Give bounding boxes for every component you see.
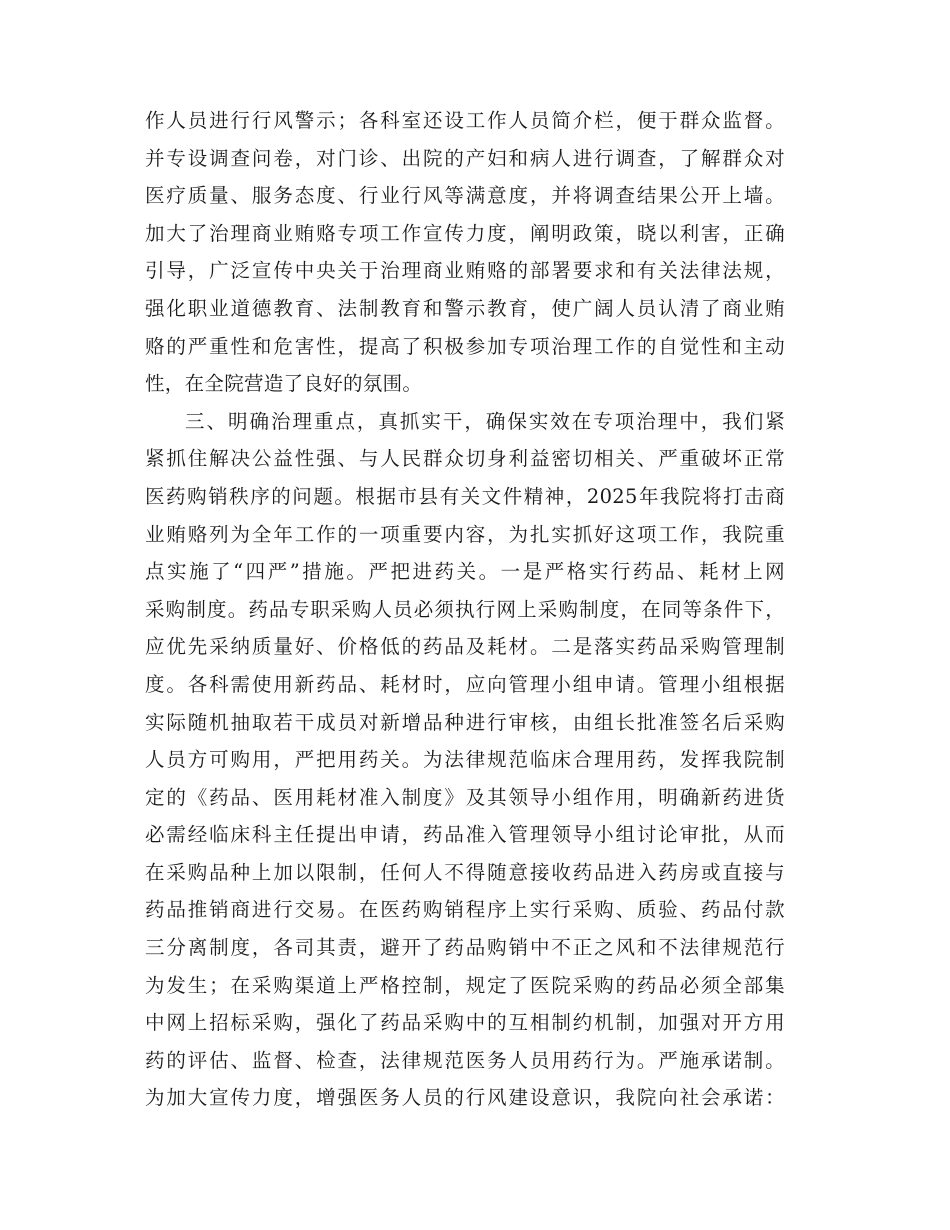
text-line: 在采购品种上加以限制，任何人不得随意接收药品进入药房或直接与 xyxy=(145,860,785,884)
text-line: 引导，广泛宣传中央关于治理商业贿赂的部署要求和有关法律法规， xyxy=(145,259,785,283)
text-line: 并专设调查问卷，对门诊、出院的产妇和病人进行调查，了解群众对 xyxy=(145,146,785,170)
text-line: 定的《药品、医用耗材准入制度》及其领导小组作用，明确新药进货 xyxy=(145,785,785,809)
text-line: 医疗质量、服务态度、行业行风等满意度，并将调查结果公开上墙。 xyxy=(145,184,785,208)
text-line: 必需经临床科主任提出申请，药品准入管理领导小组讨论审批，从而 xyxy=(145,823,785,847)
text-line: 紧抓住解决公益性强、与人民群众切身利益密切相关、严重破坏正常 xyxy=(145,447,785,471)
text-line: 为发生；在采购渠道上严格控制，规定了医院采购的药品必须全部集 xyxy=(145,973,785,997)
document-body xyxy=(145,102,785,1117)
text-line: 业贿赂列为全年工作的一项重要内容，为扎实抓好这项工作，我院重 xyxy=(145,522,785,546)
text-line: 中网上招标采购，强化了药品采购中的互相制约机制，加强对开方用 xyxy=(145,1011,785,1035)
text-line: 强化职业道德教育、法制教育和警示教育，使广阔人员认清了商业贿 xyxy=(145,296,785,320)
text-line: 加大了治理商业贿赂专项工作宣传力度，阐明政策，晓以利害，正确 xyxy=(145,221,785,245)
text-line: 药品推销商进行交易。在医药购销程序上实行采购、质验、药品付款 xyxy=(145,898,785,922)
text-line: 实际随机抽取若干成员对新增品种进行审核，由组长批准签名后采购 xyxy=(145,710,785,734)
text-line: 性，在全院营造了良好的氛围。 xyxy=(145,372,423,396)
text-line: 作人员进行行风警示；各科室还设工作人员简介栏，便于群众监督。 xyxy=(145,109,785,132)
text-line: 为加大宣传力度，增强医务人员的行风建设意识，我院向社会承诺： xyxy=(145,1086,785,1110)
section-heading-line: 三、明确治理重点，真抓实干，确保实效在专项治理中，我们紧 xyxy=(185,409,785,433)
text-line: 医药购销秩序的问题。根据市县有关文件精神，2025年我院将打击商 xyxy=(145,484,785,508)
text-line: 药的评估、监督、检查，法律规范医务人员用药行为。严施承诺制。 xyxy=(145,1048,785,1072)
text-line: 人员方可购用，严把用药关。为法律规范临床合理用药，发挥我院制 xyxy=(145,748,785,772)
text-line: 应优先采纳质量好、价格低的药品及耗材。二是落实药品采购管理制 xyxy=(145,635,785,659)
text-line: 点实施了“四严”措施。严把进药关。一是严格实行药品、耗材上网 xyxy=(145,560,785,584)
text-line: 赂的严重性和危害性，提高了积极参加专项治理工作的自觉性和主动 xyxy=(145,334,785,358)
text-line: 度。各科需使用新药品、耗材时，应向管理小组申请。管理小组根据 xyxy=(145,672,785,696)
text-line: 采购制度。药品专职采购人员必须执行网上采购制度，在同等条件下， xyxy=(145,597,785,621)
text-line: 三分离制度，各司其责，避开了药品购销中不正之风和不法律规范行 xyxy=(145,936,785,960)
